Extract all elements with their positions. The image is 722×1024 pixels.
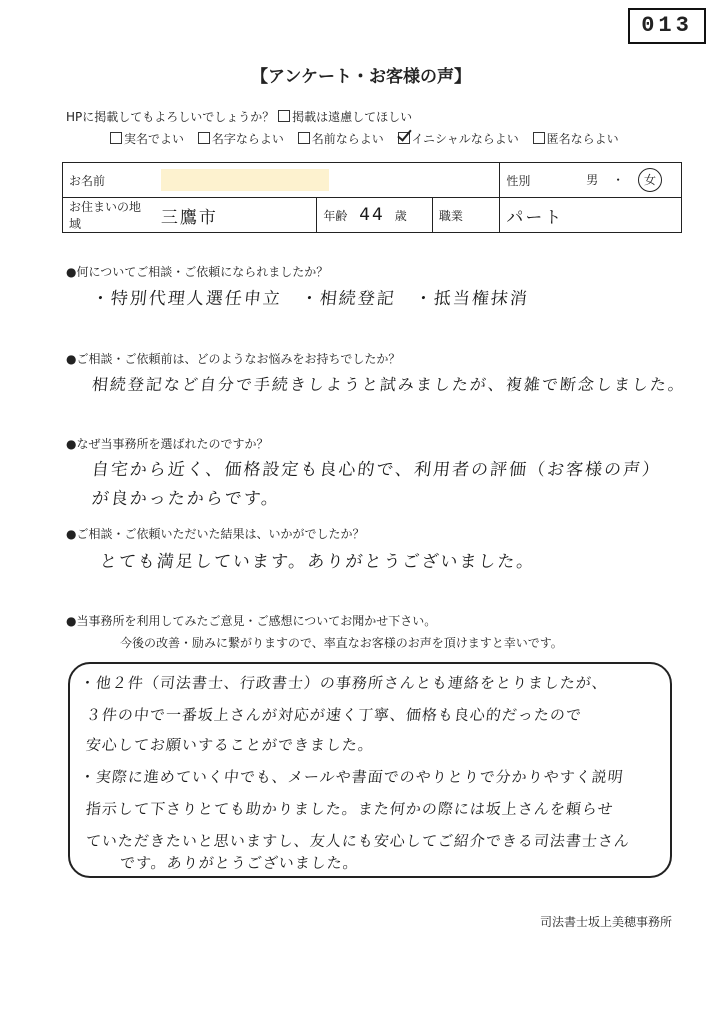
comment-line: ３件の中で一番坂上さんが対応が速く丁寧、価格も良心的だったので [85, 706, 583, 724]
option-checkbox-surname[interactable] [198, 132, 210, 144]
comment-line: ・実際に進めていく中でも、メールや書面でのやりとりで分かりやすく説明 [79, 768, 625, 786]
option-checkbox-anonymous[interactable] [533, 132, 545, 144]
job-field[interactable] [500, 198, 682, 233]
comment-line: です。ありがとうございました。 [119, 854, 360, 872]
option-checkbox-firstname[interactable] [298, 132, 310, 144]
comment-line: ていただきたいと思いますし、友人にも安心してご紹介できる司法書士さん [85, 832, 631, 850]
option-label: 匿名ならよい [546, 132, 619, 146]
answer-2: 相続登記など自分で手続きしようと試みましたが、複雑で断念しました。 [90, 375, 687, 394]
age-value: 44 [359, 205, 385, 225]
option-label: 名前ならよい [311, 132, 384, 146]
option-checkbox-initials[interactable] [398, 132, 410, 144]
area-label: お住まいの地域 [63, 198, 155, 233]
option-label: イニシャルならよい [411, 132, 519, 146]
comment-line: ・他２件（司法書士、行政書士）の事務所さんとも連絡をとりましたが、 [79, 674, 609, 692]
option-checkbox-realname[interactable] [110, 132, 122, 144]
comment-question: ●当事務所を利用してみたご意見・ご感想についてお聞かせ下さい。 [66, 614, 437, 628]
comment-line: 指示して下さりとても助かりました。また何かの際には坂上さんを頼らせ [85, 800, 615, 818]
gender-female-circled: 女 [638, 168, 662, 192]
decline-label: 掲載は遠慮してほしい [292, 110, 413, 124]
job-label: 職業 [432, 198, 500, 233]
permission-options [110, 130, 629, 147]
question-3: ●なぜ当事務所を選ばれたのですか？ [66, 437, 269, 451]
age-label: 年齢 [323, 209, 348, 223]
comment-line: 安心してお願いすることができました。 [85, 736, 375, 754]
comment-subtitle: 今後の改善・励みに繋がりますので、率直なお客様のお声を頂けますと幸いです。 [120, 636, 563, 650]
gender-separator: ・ [612, 173, 625, 187]
permission-question-row [66, 108, 412, 125]
customer-info-table [62, 162, 682, 233]
question-1: ●何についてご相談・ご依頼になられましたか？ [66, 265, 329, 279]
name-label: お名前 [63, 163, 155, 198]
question-4: ●ご相談・ご依頼いただいた結果は、いかがでしたか？ [66, 527, 365, 541]
answer-1: ・特別代理人選任申立 ・相続登記 ・抵当権抹消 [90, 289, 530, 309]
form-number: 013 [628, 8, 706, 44]
gender-label: 性別 [500, 163, 567, 198]
job-value: パート [506, 207, 564, 228]
name-field[interactable] [155, 163, 500, 198]
area-value: 三鷹市 [160, 207, 218, 228]
office-name: 司法書士坂上美穂事務所 [539, 915, 672, 929]
age-unit: 歳 [394, 209, 407, 223]
decline-checkbox[interactable] [278, 110, 290, 122]
answer-4: とても満足しています。ありがとうございました。 [98, 552, 537, 572]
gender-field[interactable] [567, 163, 681, 198]
option-label: 名字ならよい [211, 132, 284, 146]
age-field[interactable] [317, 198, 432, 233]
gender-male: 男 [586, 173, 599, 187]
question-2: ●ご相談・ご依頼前は、どのようなお悩みをお持ちでしたか？ [66, 352, 401, 366]
page-title: 【アンケート・お客様の声】 [251, 67, 471, 87]
permission-question: HPに掲載してもよろしいでしょうか？ [66, 110, 275, 124]
option-label: 実名でよい [124, 132, 185, 146]
area-field[interactable] [155, 198, 317, 233]
answer-3-line-2: が良かったからです。 [90, 489, 282, 509]
name-redaction [161, 169, 329, 191]
answer-3-line-1: 自宅から近く、価格設定も良心的で、利用者の評価（お客様の声） [90, 460, 663, 480]
